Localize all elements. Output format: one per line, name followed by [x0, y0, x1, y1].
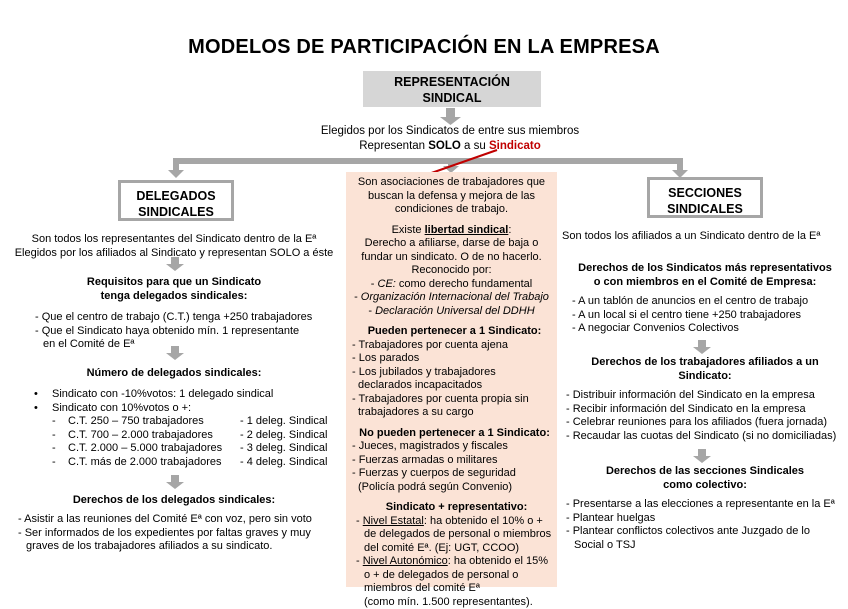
intro-line2-bold: SOLO: [428, 140, 461, 152]
list-item: - Distribuir información del Sindicato en la empresa: [566, 389, 848, 403]
recon-line: [346, 305, 557, 319]
estatal-text: : ha obtenido el 10% o +: [424, 515, 543, 527]
requisitos-title: [0, 276, 348, 303]
list-item: - Fuerzas y cuerpos de seguridad: [352, 467, 557, 481]
estatal-line: - Nivel Estatal: ha obtenido el 10% o +: [356, 515, 557, 529]
derechos-sindicatos-title: [562, 262, 848, 289]
derechos-secciones-title: [562, 465, 848, 492]
page-title: MODELOS DE PARTICIPACIÓN EN LA EMPRESA: [0, 36, 848, 59]
intro-sindicato-red: Sindicato: [489, 140, 541, 152]
list-item: - Plantear huelgas: [566, 512, 848, 526]
derechos-secciones-list: [566, 498, 848, 552]
list-item: - Que el Sindicato haya obtenido mín. 1 representante: [35, 325, 335, 339]
list-item: - Celebrar reuniones para los afiliados (fuera jornada): [566, 416, 848, 430]
bullet-text: Sindicato con -10%votos: 1 delegado sindical: [52, 388, 273, 400]
table-row: - C.T. 250 – 750 trabajadores - 1 deleg. Sindical: [34, 415, 344, 429]
intro-line2: [270, 139, 630, 154]
autonomico-line: - Nivel Autonómico: ha obtenido el 15%: [356, 555, 557, 569]
pueden-section: [346, 325, 557, 420]
der2-title1: Derechos de los trabajadores afiliados a un: [562, 356, 848, 370]
libertad-line: fundar un sindicato. O de no hacerlo.: [346, 251, 557, 265]
autonomico-label: Nivel Autonómico: [363, 555, 448, 567]
recon-line: [346, 278, 557, 292]
existe-bold: libertad sindical: [425, 224, 509, 236]
existe-pre: Existe: [392, 224, 425, 236]
table-cell-range: C.T. más de 2.000 trabajadores: [68, 456, 240, 470]
intro-text: [270, 124, 630, 154]
center-intro-line: Son asociaciones de trabajadores que: [346, 176, 557, 190]
list-item: graves de los trabajadores afiliados a su sindicato.: [18, 540, 348, 554]
libertad-line: Derecho a afiliarse, darse de baja o: [346, 237, 557, 251]
libertad-sindical: [346, 224, 557, 319]
existe-post: :: [508, 224, 511, 236]
intro-line2-pre: Representan: [359, 140, 428, 152]
left-box-line2: SINDICALES: [121, 204, 231, 220]
list-item: Social o TSJ: [566, 539, 848, 553]
table-cell-deleg: - 1 deleg. Sindical: [240, 415, 327, 429]
existe-line: [346, 224, 557, 238]
left-box-line1: DELEGADOS: [121, 188, 231, 204]
secciones-sindicales-box: [647, 177, 763, 218]
table-row: - C.T. 700 – 2.000 trabajadores - 2 deleg. Sindical: [34, 429, 344, 443]
der1-title2: o con miembros en el Comité de Empresa:: [562, 276, 848, 290]
list-item: • Sindicato con -10%votos: 1 delegado sindical: [34, 388, 344, 402]
list-item: (Policía podrá según Convenio): [352, 481, 557, 495]
list-item: - A un local si el centro tiene +250 trabajadores: [572, 309, 848, 323]
autonomico-text: miembros del comité Eª: [356, 582, 557, 596]
list-item: - Los parados: [352, 352, 557, 366]
recon-pre: -: [371, 278, 378, 290]
table-row: - C.T. más de 2.000 trabajadores - 4 deleg. Sindical: [34, 456, 344, 470]
intro-line1: Elegidos por los Sindicatos de entre sus miembros: [270, 124, 630, 139]
der3-title2: como colectivo:: [562, 479, 848, 493]
right-box-line2: SINDICALES: [650, 201, 760, 217]
left-desc2: Elegidos por los afiliados al Sindicato y representan SOLO a éste: [0, 247, 348, 261]
list-item: - A un tablón de anuncios en el centro de trabajo: [572, 295, 848, 309]
autonomico-text: : ha obtenido el 15%: [448, 555, 548, 567]
requisitos-list: [35, 311, 335, 352]
right-description: Son todos los afiliados a un Sindicato dentro de la Eª: [562, 230, 848, 244]
mas-title: Sindicato + representativo:: [356, 501, 557, 515]
intro-line2-mid: a su: [461, 140, 489, 152]
list-item: • Sindicato con 10%votos o +:: [34, 402, 344, 416]
list-item: - Que el centro de trabajo (C.T.) tenga +250 trabajadores: [35, 311, 335, 325]
recon-it: CE:: [378, 278, 396, 290]
recon-pre: -: [354, 291, 361, 303]
derechos-afiliados-title: [562, 356, 848, 383]
derechos-sindicatos-list: [572, 295, 848, 336]
table-cell-range: C.T. 2.000 – 5.000 trabajadores: [68, 442, 240, 456]
delegados-sindicales-box: [118, 180, 234, 221]
derechos-delegados-list: [18, 513, 348, 554]
list-item: en el Comité de Eª: [35, 338, 335, 352]
der3-title1: Derechos de las secciones Sindicales: [562, 465, 848, 479]
list-item: - Trabajadores por cuenta ajena: [352, 339, 557, 353]
req-title2: tenga delegados sindicales:: [0, 290, 348, 304]
sindicato-panel: [346, 172, 557, 587]
derechos-delegados-title: Derechos de los delegados sindicales:: [0, 494, 348, 508]
recon-pre: -: [368, 305, 375, 317]
recon-it: Declaración Universal del DDHH: [375, 305, 535, 317]
center-intro-line: condiciones de trabajo.: [346, 203, 557, 217]
list-item: - Presentarse a las elecciones a representante en la Eª: [566, 498, 848, 512]
numero-delegados-title: Número de delegados sindicales:: [0, 367, 348, 381]
recon-line: [346, 291, 557, 305]
no-pueden-section: [346, 427, 557, 495]
table-row: - C.T. 2.000 – 5.000 trabajadores - 3 deleg. Sindical: [34, 442, 344, 456]
mas-representativo-section: [346, 501, 557, 609]
top-box-line2: SINDICAL: [363, 90, 541, 106]
table-cell-deleg: - 3 deleg. Sindical: [240, 442, 327, 456]
bullet-text: Sindicato con 10%votos o +:: [52, 402, 191, 414]
libertad-line: Reconocido por:: [346, 264, 557, 278]
autonomico-text: (como mín. 1.500 representantes).: [356, 596, 557, 609]
list-item: - Ser informados de los expedientes por faltas graves y muy: [18, 527, 348, 541]
list-item: - A negociar Convenios Colectivos: [572, 322, 848, 336]
derechos-afiliados-list: [566, 389, 848, 443]
list-item: - Asistir a las reuniones del Comité Eª con voz, pero sin voto: [18, 513, 348, 527]
estatal-text: de delegados de personal o miembros: [356, 528, 557, 542]
recon-it: Organización Internacional del Trabajo: [361, 291, 549, 303]
top-box-line1: REPRESENTACIÓN: [363, 74, 541, 90]
list-item: - Recaudar las cuotas del Sindicato (si no domiciliadas): [566, 430, 848, 444]
estatal-label: Nivel Estatal: [363, 515, 424, 527]
table-cell-deleg: - 2 deleg. Sindical: [240, 429, 327, 443]
list-item: trabajadores a su cargo: [352, 406, 557, 420]
der1-title1: Derechos de los Sindicatos más representativos: [562, 262, 848, 276]
req-title1: Requisitos para que un Sindicato: [0, 276, 348, 290]
numero-delegados-list: [34, 388, 344, 469]
table-cell-deleg: - 4 deleg. Sindical: [240, 456, 327, 470]
left-description: [0, 233, 348, 260]
pueden-title: Pueden pertenecer a 1 Sindicato:: [352, 325, 557, 339]
list-item: - Recibir información del Sindicato en la empresa: [566, 403, 848, 417]
list-item: - Trabajadores por cuenta propia sin: [352, 393, 557, 407]
list-item: - Fuerzas armadas o militares: [352, 454, 557, 468]
center-intro-line: buscan la defensa y mejora de las: [346, 190, 557, 204]
der2-title2: Sindicato:: [562, 370, 848, 384]
table-cell-range: C.T. 700 – 2.000 trabajadores: [68, 429, 240, 443]
list-item: declarados incapacitados: [352, 379, 557, 393]
list-item: - Plantear conflictos colectivos ante Juzgado de lo: [566, 525, 848, 539]
recon-post: como derecho fundamental: [396, 278, 532, 290]
nopueden-title: No pueden pertenecer a 1 Sindicato:: [352, 427, 557, 441]
list-item: - Los jubilados y trabajadores: [352, 366, 557, 380]
center-intro: [346, 176, 557, 217]
table-cell-range: C.T. 250 – 750 trabajadores: [68, 415, 240, 429]
estatal-text: del comité Eª. (Ej: UGT, CCOO): [356, 542, 557, 556]
autonomico-text: o + de delegados de personal o: [356, 569, 557, 583]
list-item: - Jueces, magistrados y fiscales: [352, 440, 557, 454]
left-desc1: Son todos los representantes del Sindicato dentro de la Eª: [0, 233, 348, 247]
right-box-line1: SECCIONES: [650, 185, 760, 201]
